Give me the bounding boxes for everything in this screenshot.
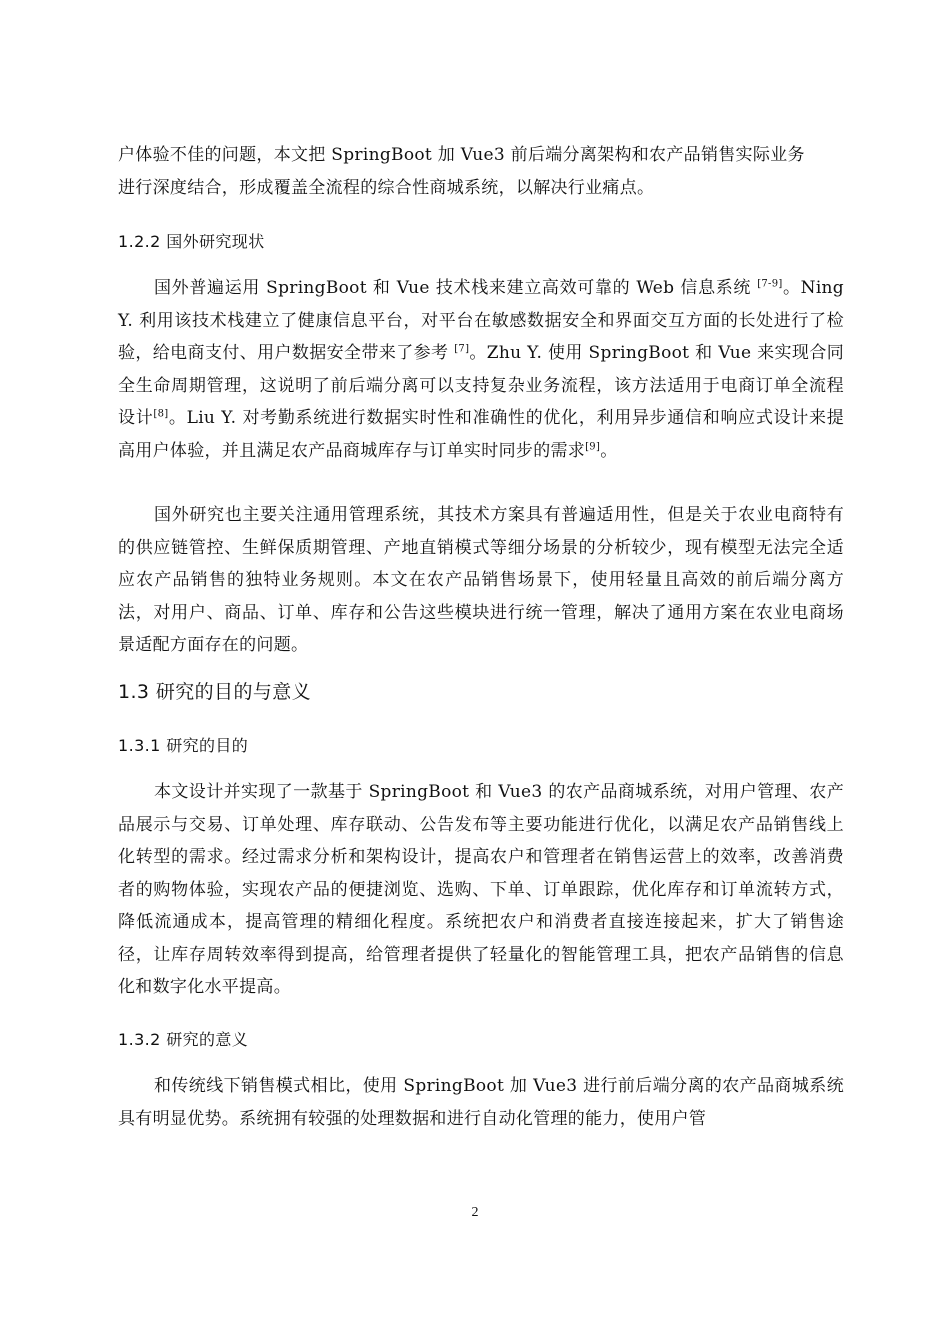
paragraph-text: 。Zhu Y. 使用 SpringBoot 和 Vue 来实现合同全生命周期管理，这说明了前后端分离可以支持复杂业务流程，该方法适用于电商订单全流程设计 — [118, 343, 845, 428]
section-heading-1-2-2: 1.2.2 国外研究现状 — [118, 232, 265, 251]
section-heading-1-3-2: 1.3.2 研究的意义 — [118, 1030, 249, 1049]
section-heading-1-3: 1.3 研究的目的与意义 — [118, 681, 312, 703]
page-number: 2 — [471, 1205, 479, 1220]
paragraph-research-purpose: 本文设计并实现了一款基于 SpringBoot 和 Vue3 的农产品商城系统，对用户管理、农产品展示与交易、订单处理、库存联动、公告发布等主要功能进行优化，以满足农产品销售线上化转型的需求。经过需求分析和架构设计，提高农户和管理者在销售运营上的效率，改善消费者的购物体验，实现农产品的便捷浏览、选购、下单、订单跟踪，优化库存和订单流转方式，降低流通成本，提高管理的精细化程度。系统把农户和消费者直接连接起来，扩大了销售途径，让库存周转效率得到提高，给管理者提供了轻量化的智能管理工具，把农产品销售的信息化和数字化水平提高。 — [118, 782, 844, 997]
citation-marker: [8] — [153, 408, 169, 420]
citation-marker: [9] — [585, 440, 601, 452]
paragraph-text: 。Liu Y. 对考勤系统进行数据实时性和准确性的优化，利用异步通信和响应式设计来提高用户体验，并且满足农产品商城库存与订单实时同步的需求 — [118, 408, 845, 461]
paragraph-foreign-research-2: 国外研究也主要关注通用管理系统，其技术方案具有普遍适用性，但是关于农业电商特有的供应链管控、生鲜保质期管理、产地直销模式等细分场景的分析较少，现有模型无法完全适应农产品销售的独特业务规则。本文在农产品销售场景下，使用轻量且高效的前后端分离方法，对用户、商品、订单、库存和公告这些模块进行统一管理，解决了通用方案在农业电商场景适配方面存在的问题。 — [118, 505, 844, 655]
intro-line-1: 户体验不佳的问题，本文把 SpringBoot 加 Vue3 前后端分离架构和农产品销售实际业务 — [118, 145, 805, 165]
paragraph-text: 。 — [600, 440, 618, 461]
paragraph-text: 。Ning Y. 利用该技术栈建立了健康信息平台，对平台在敏感数据安全和界面交互方面的长处进行了检验，给电商支付、用户数据安全带来了参考 — [118, 278, 844, 363]
intro-continuation — [118, 139, 844, 204]
paragraph-text: 国外普遍运用 SpringBoot 和 Vue 技术栈来建立高效可靠的 Web 信息系统 — [154, 278, 758, 298]
section-heading-1-3-1: 1.3.1 研究的目的 — [118, 736, 249, 755]
citation-marker: [7] — [454, 343, 470, 355]
paragraph-research-significance: 和传统线下销售模式相比，使用 SpringBoot 加 Vue3 进行前后端分离的农产品商城系统具有明显优势。系统拥有较强的处理数据和进行自动化管理的能力，使用户管 — [118, 1076, 844, 1129]
intro-line-2: 进行深度结合，形成覆盖全流程的综合性商城系统，以解决行业痛点。 — [118, 177, 655, 198]
paragraph-foreign-research-1 — [118, 272, 844, 467]
citation-marker: [7-9] — [757, 278, 783, 290]
